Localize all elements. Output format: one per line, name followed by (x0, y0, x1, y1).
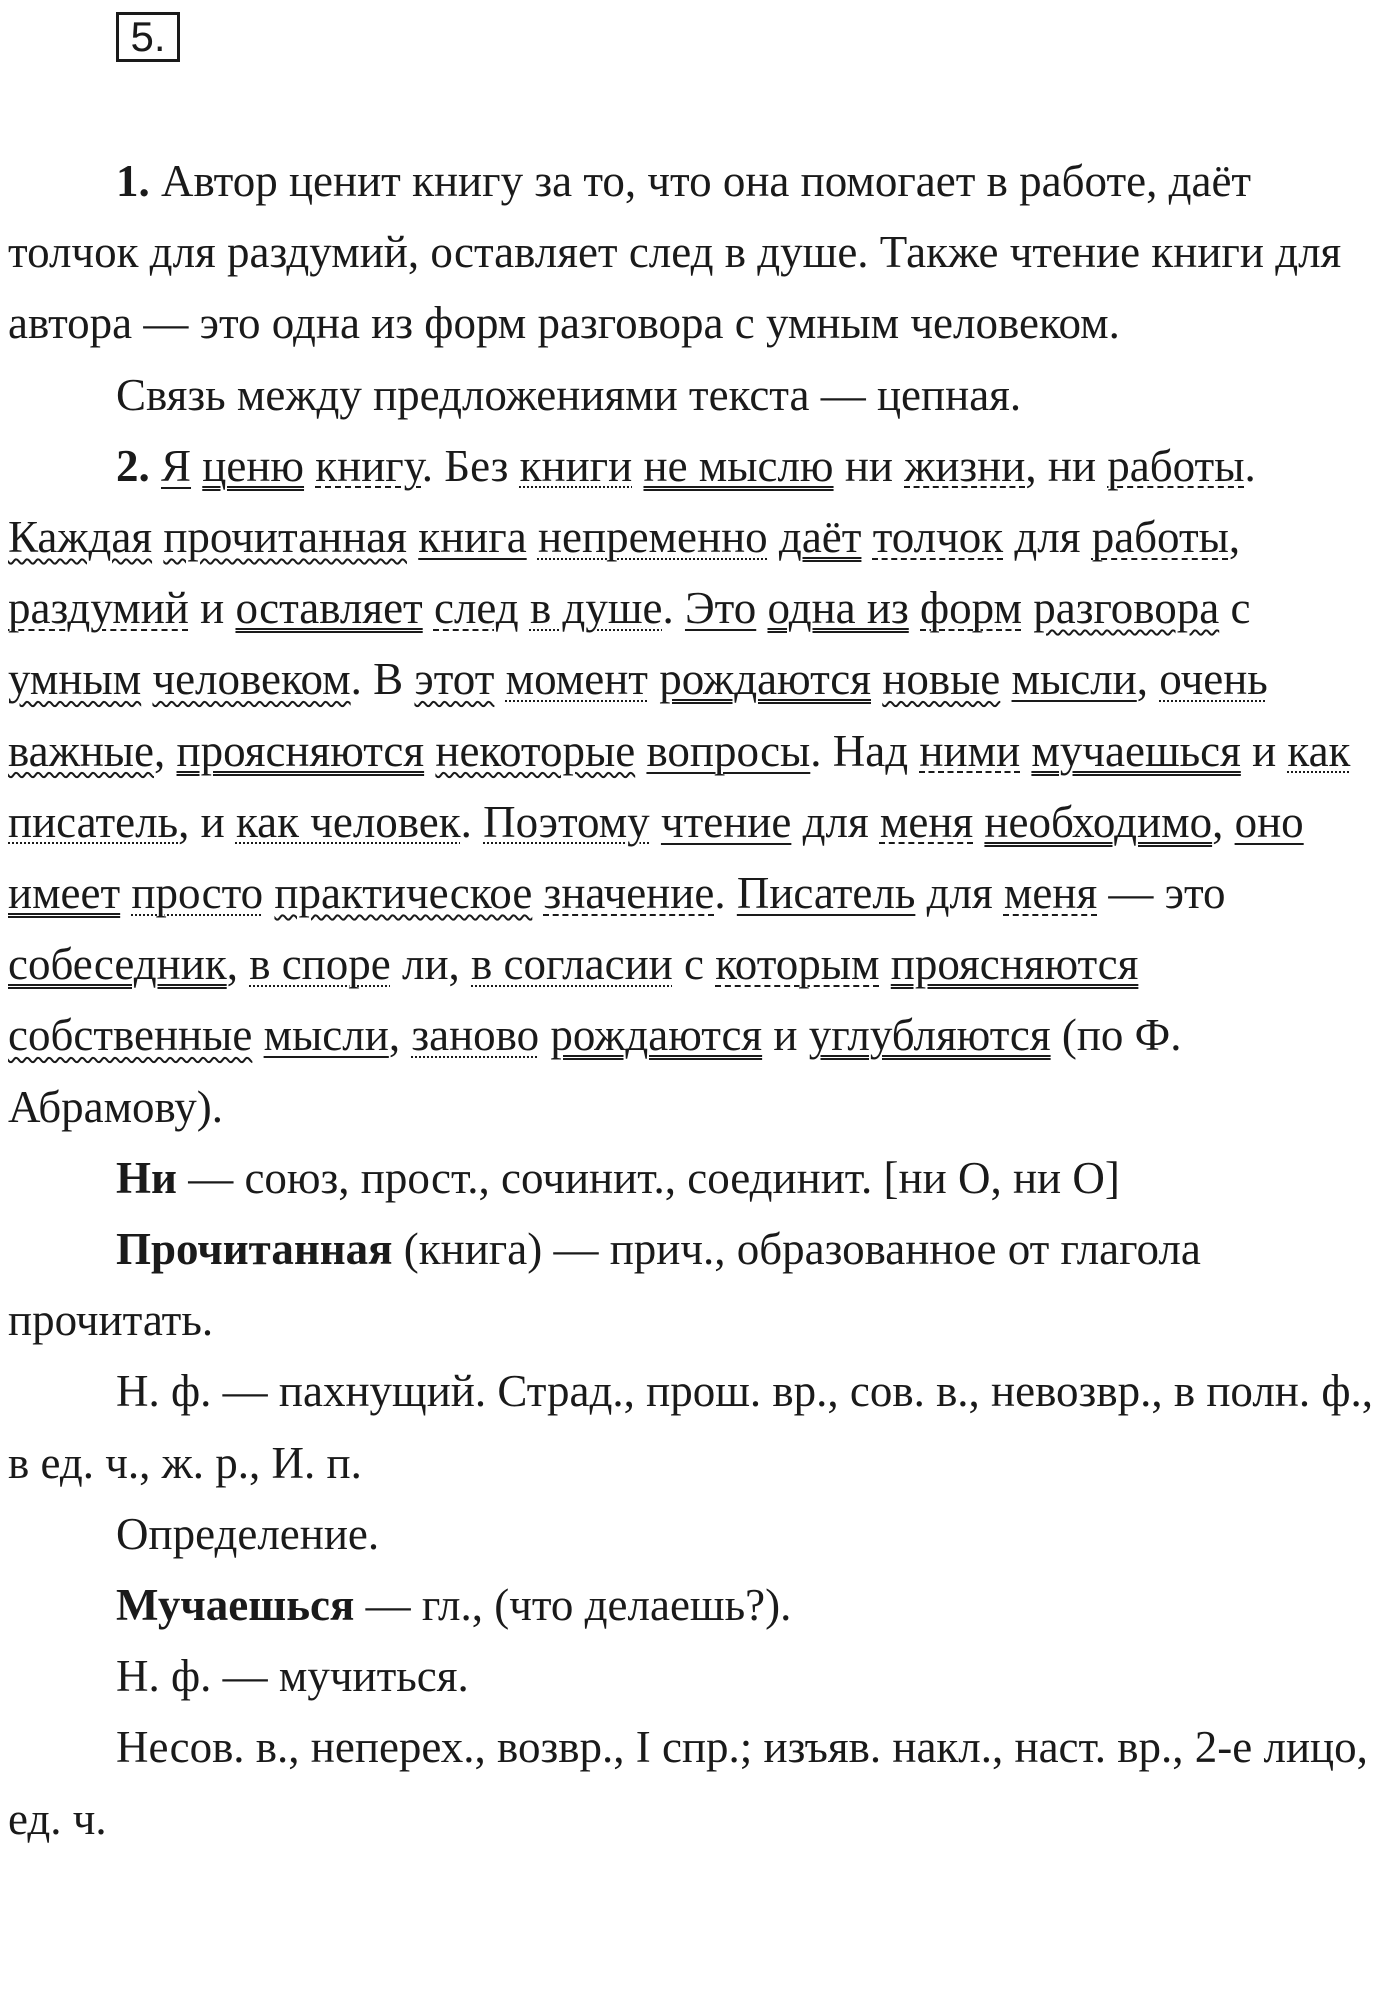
predicate-word: необходимо (984, 796, 1213, 847)
paragraph-1: 1. Автор ценит книгу за то, что она помогает в работе, даёт толчок для раздумий, оставляет след в душе. Также чтение книги для автора — это одна из форм разговора с умным человеком. (8, 156, 1342, 349)
paragraph-3: Ни — союз, прост., сочинит., соединит. [ни О, ни О] (116, 1152, 1120, 1203)
predicate-word: ценю (202, 440, 305, 491)
attribute-word: человеком (152, 654, 351, 705)
subject-word: чтение (660, 796, 792, 847)
object-word: меня (1003, 868, 1098, 919)
term-ni: Ни (116, 1152, 177, 1203)
circumstance-word: в согласии (471, 939, 673, 990)
term-muchaeshsya: Мучаешься (116, 1580, 355, 1631)
circumstance-word: Поэтому (483, 796, 650, 847)
object-word: работы (1091, 512, 1229, 563)
attribute-word: умным (8, 654, 142, 705)
circumstance-word: как писатель (8, 725, 1351, 847)
predicate-word: даёт (778, 512, 862, 563)
paragraph-6: Определение. (116, 1508, 380, 1559)
paragraph-4: Прочитанная (книга) — прич., образованное от глагола прочитать. (8, 1224, 1201, 1346)
item-number-1: 1. (116, 156, 150, 206)
predicate-word: мучаешься (1031, 725, 1241, 776)
attribute-word: практическое (274, 868, 533, 919)
predicate-word: имеет (8, 868, 121, 919)
paragraph-2-parsed-text: 2. Я ценю книгу. Без книги не мыслю ни жизни, ни работы. Каждая прочитанная книга непременно даёт толчок для работы, раздумий и оставляет след в душе. Это одна из форм разговора с умным человеком. В этот момент рождаются новые мысли, очень важные, проясняются некоторые вопросы. Над ними мучаешься и как писатель, и как человек. Поэтому чтение для меня необходимо, оно имеет просто практическое значение. Писатель для меня — это собеседник, в споре ли, в согласии с которым проясняются собственные мысли, заново рождаются и углубляются (по Ф. Абрамову). (8, 440, 1351, 1132)
task-number: 5. (116, 12, 180, 62)
object-word: жизни (904, 440, 1026, 491)
item-number-2: 2. (116, 440, 150, 491)
attribute-word: важные (8, 725, 155, 776)
object-word: меня (879, 796, 974, 847)
object-word: работы (1107, 440, 1245, 491)
predicate-word: проясняются (890, 939, 1139, 990)
subject-word: оно (1234, 796, 1304, 847)
subject-word: Я (161, 440, 192, 491)
predicate-word: одна из (767, 583, 909, 634)
object-word: значение (543, 868, 715, 919)
circumstance-word: как человек (235, 796, 461, 847)
attribute-word: этот (414, 654, 495, 705)
object-word: книгу (315, 440, 422, 491)
attribute-word: прочитанная (163, 512, 407, 563)
subject-word: книга (418, 512, 527, 563)
paragraph-5: Н. ф. — пахнущий. Страд., прош. вр., сов. в., невозвр., в полн. ф., в ед. ч., ж. р., И. п. (8, 1366, 1374, 1488)
attribute-word: некоторые (435, 725, 636, 776)
predicate-word: проясняются (176, 725, 425, 776)
circumstance-word: в душе (529, 583, 663, 634)
object-word: ними (919, 725, 1021, 776)
predicate-word: собеседник (8, 939, 227, 990)
predicate-word: рождаются (550, 1010, 763, 1061)
attribute-word: новые (882, 654, 1001, 705)
object-word: которым (715, 939, 880, 990)
object-word: толчок (872, 512, 1004, 563)
object-word: раздумий (8, 583, 189, 634)
paragraph-8: Н. ф. — мучиться. (116, 1651, 469, 1702)
subject-word: мысли (263, 1010, 389, 1061)
answer-text (8, 146, 1383, 1855)
circumstance-word: книги (519, 440, 633, 491)
subject-word: Это (684, 583, 757, 634)
predicate-word: не мыслю (643, 440, 834, 491)
paragraph-9: Несов. в., неперех., возвр., I спр.; изъяв. накл., наст. вр., 2-е лицо, ед. ч. (8, 1722, 1368, 1844)
object-word: форм (920, 583, 1022, 634)
object-word: след (433, 583, 519, 634)
attribute-word: собственные (8, 1010, 253, 1061)
term-prochitannaya: Прочитанная (116, 1224, 393, 1275)
circumstance-word: в споре (249, 939, 391, 990)
subject-word: мысли (1011, 654, 1137, 705)
circumstance-word: очень (1159, 654, 1268, 705)
circumstance-word: заново (411, 1010, 540, 1061)
circumstance-word: момент (505, 654, 648, 705)
paragraph-link: Связь между предложениями текста — цепная. (116, 369, 1022, 420)
paragraph-7: Мучаешься — гл., (что делаешь?). (116, 1580, 792, 1631)
attribute-word: Каждая (8, 512, 153, 563)
circumstance-word: просто (131, 868, 264, 919)
circumstance-word: непременно (537, 512, 768, 563)
subject-word: вопросы (646, 725, 811, 776)
predicate-word: оставляет (235, 583, 423, 634)
predicate-word: рождаются (659, 654, 871, 705)
attribute-word: разговора (1033, 583, 1220, 634)
subject-word: Писатель (736, 868, 916, 919)
predicate-word: углубляются (808, 1010, 1051, 1061)
